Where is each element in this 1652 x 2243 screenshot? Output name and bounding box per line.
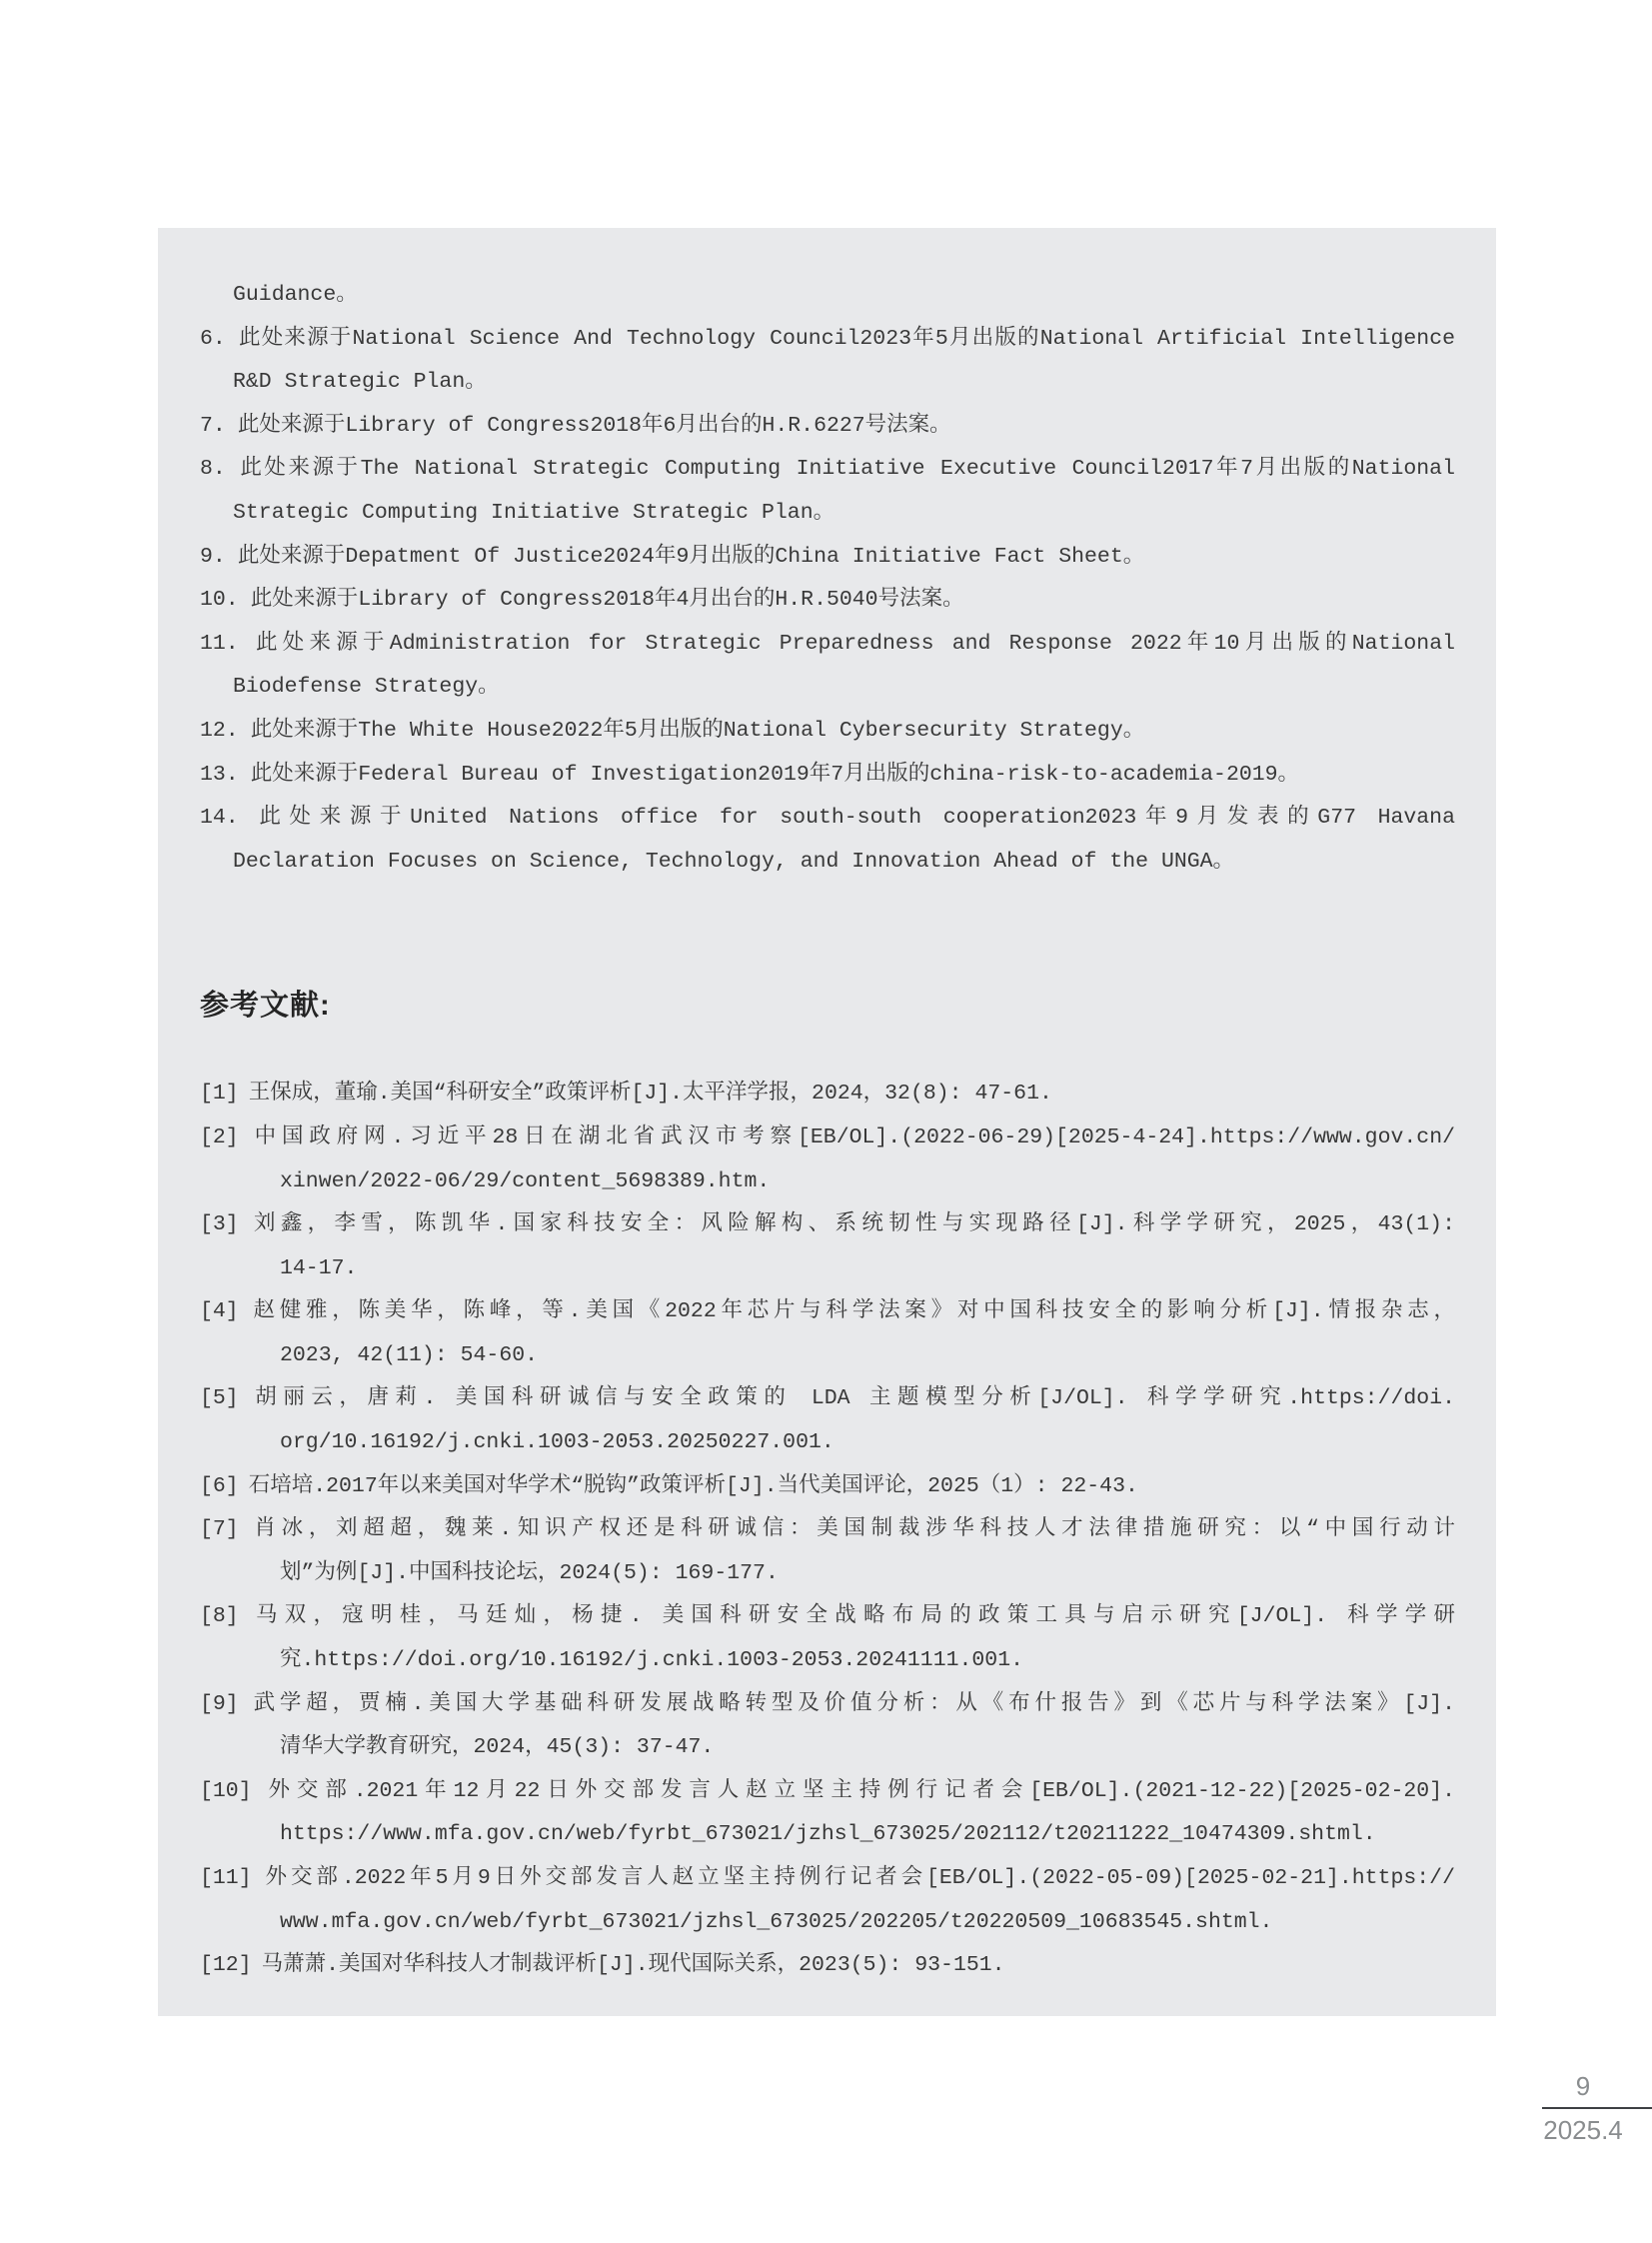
reference-line-text: 外交部.2021年12月22日外交部发言人赵立坚主持例行记者会[EB/OL].(2021-12-22)[2025-02-20]. [261, 1778, 1455, 1803]
reference-line [200, 1421, 1455, 1465]
reference-number: [4] [200, 1299, 239, 1324]
footnote-line-text: 此处来源于National Science And Technology Council2023年5月出版的National Artificial Intelligence [237, 326, 1455, 351]
reference-line [200, 1160, 1455, 1204]
footnote-item [200, 318, 1455, 405]
footnote-line [200, 274, 1455, 318]
footnote-line-text: 此处来源于The National Strategic Computing Initiative Executive Council2017年7月出版的National [237, 457, 1455, 482]
reference-line-text: xinwen/2022-06/29/content_5698389.htm. [280, 1168, 771, 1193]
issue-date: 2025.4 [1543, 2115, 1623, 2145]
reference-line [200, 1117, 1455, 1160]
reference-line-text: 胡丽云，唐莉. 美国科研诚信与安全政策的 LDA 主题模型分析[J/OL]. 科学学研究.https://doi. [248, 1386, 1455, 1411]
reference-item [200, 1465, 1455, 1509]
footnote-line [200, 492, 1455, 536]
reference-item [200, 1683, 1455, 1770]
page-number: 9 [1575, 2071, 1591, 2101]
reference-line [200, 1901, 1455, 1945]
reference-number: [12] [200, 1953, 252, 1978]
reference-line [200, 1813, 1455, 1857]
reference-number: [11] [200, 1866, 252, 1890]
reference-number: [5] [200, 1386, 239, 1411]
reference-line-text: 清华大学教育研究，2024，45(3): 37-47. [280, 1735, 715, 1760]
reference-item [200, 1377, 1455, 1464]
reference-line-text: 14-17. [280, 1255, 358, 1280]
footnote-item [200, 405, 1455, 449]
reference-line-text: https://www.mfa.gov.cn/web/fyrbt_673021/jzhsl_673025/202112/t20211222_10474309.shtml. [280, 1822, 1376, 1847]
reference-line-text: 究.https://doi.org/10.16192/j.cnki.1003-2053.20241111.001. [280, 1648, 1024, 1673]
footnote-line-text: 此处来源于Federal Bureau of Investigation2019年7月出版的china-risk-to-academia-2019。 [250, 762, 1300, 787]
page-content [200, 274, 1455, 1988]
reference-number: [6] [200, 1473, 239, 1498]
footnote-item [200, 579, 1455, 623]
reference-line-text: 武学超，贾楠.美国大学基础科研发展战略转型及价值分析：从《布什报告》到《芯片与科学法案》[J]. [248, 1691, 1455, 1716]
footnote-line-text: R&D Strategic Plan。 [233, 370, 487, 395]
footnote-item [200, 536, 1455, 580]
reference-line [200, 1508, 1455, 1552]
reference-item [200, 1595, 1455, 1682]
footnote-number: 9. [200, 544, 226, 569]
reference-line [200, 1247, 1455, 1291]
footnote-number: 13. [200, 762, 239, 787]
footnote-number: 12. [200, 718, 239, 743]
footnote-line-text: 此处来源于Administration for Strategic Preparedness and Response 2022年10月出版的National [250, 631, 1455, 656]
reference-item [200, 1944, 1455, 1988]
footnote-line-text: Declaration Focuses on Science, Technology, and Innovation Ahead of the UNGA。 [233, 849, 1235, 874]
references-heading: 参考文献: [200, 990, 331, 1023]
footnote-item [200, 797, 1455, 884]
reference-line-text: 2023, 42(11): 54-60. [280, 1342, 539, 1367]
footnote-number: 10. [200, 588, 239, 613]
footnote-line [200, 448, 1455, 492]
reference-item [200, 1117, 1455, 1203]
footnote-item [200, 623, 1455, 710]
reference-line-text: 王保成，董瑜.美国“科研安全”政策评析[J].太平洋学报，2024，32(8): 47-61. [248, 1082, 1052, 1107]
reference-line-text: 赵健雅，陈美华，陈峰，等.美国《2022年芯片与科学法案》对中国科技安全的影响分析[J].情报杂志， [248, 1299, 1455, 1324]
reference-line [200, 1944, 1455, 1988]
reference-line-text: 刘鑫，李雪，陈凯华.国家科技安全：风险解构、系统韧性与实现路径[J].科学学研究，2025，43(1): [248, 1212, 1455, 1237]
reference-line-text: 肖冰，刘超超，魏莱.知识产权还是科研诚信：美国制裁涉华科技人才法律措施研究：以“中国行动计 [248, 1517, 1455, 1542]
reference-line [200, 1334, 1455, 1378]
reference-number: [10] [200, 1778, 252, 1803]
reference-item [200, 1073, 1455, 1117]
footnote-line-text: 此处来源于Library of Congress2018年6月出台的H.R.6227号法案。 [237, 413, 951, 438]
footnote-line-text: 此处来源于United Nations office for south-south cooperation2023年9月发表的G77 Havana [250, 806, 1455, 831]
footer-rule [1542, 2107, 1652, 2109]
footnote-number: 7. [200, 413, 226, 438]
reference-item [200, 1203, 1455, 1290]
reference-number: [8] [200, 1604, 239, 1629]
reference-line [200, 1552, 1455, 1596]
footnote-line [200, 623, 1455, 667]
reference-number: [3] [200, 1212, 239, 1237]
footnote-line [200, 841, 1455, 885]
reference-item [200, 1508, 1455, 1595]
footnote-line-text: Strategic Computing Initiative Strategic Plan。 [233, 500, 835, 525]
footnote-line [200, 710, 1455, 754]
footnote-line-text: Guidance。 [233, 283, 358, 307]
reference-line-text: 中国政府网.习近平28日在湖北省武汉市考察[EB/OL].(2022-06-29)[2025-4-24].https://www.gov.cn/ [248, 1124, 1455, 1149]
footnote-line-text: 此处来源于Library of Congress2018年4月出台的H.R.5040号法案。 [250, 588, 964, 613]
reference-number: [7] [200, 1517, 239, 1542]
reference-line [200, 1857, 1455, 1901]
footnote-line [200, 579, 1455, 623]
reference-line-text: 划”为例[J].中国科技论坛，2024(5): 169-177. [280, 1560, 779, 1585]
footnote-line [200, 405, 1455, 449]
footnote-line-text: Biodefense Strategy。 [233, 675, 500, 700]
reference-line-text: 石培培.2017年以来美国对华学术“脱钩”政策评析[J].当代美国评论，2025（1）: 22-43. [248, 1473, 1138, 1498]
reference-line-text: 马萧萧.美国对华科技人才制裁评析[J].现代国际关系，2023(5): 93-151. [261, 1953, 1005, 1978]
reference-line [200, 1290, 1455, 1334]
reference-line [200, 1595, 1455, 1639]
reference-line-text: 外交部.2022年5月9日外交部发言人赵立坚主持例行记者会[EB/OL].(2022-05-09)[2025-02-21].https:// [261, 1866, 1455, 1890]
reference-item [200, 1770, 1455, 1857]
reference-number: [2] [200, 1124, 239, 1149]
reference-line [200, 1465, 1455, 1509]
reference-line-text: org/10.16192/j.cnki.1003-2053.20250227.001. [280, 1430, 834, 1455]
reference-line [200, 1203, 1455, 1247]
footnote-number: 6. [200, 326, 226, 351]
reference-number: [1] [200, 1082, 239, 1107]
footnote-number: 14. [200, 806, 239, 831]
footnote-line [200, 361, 1455, 405]
reference-line [200, 1073, 1455, 1117]
reference-line [200, 1639, 1455, 1683]
reference-line [200, 1726, 1455, 1770]
footnote-number: 8. [200, 457, 226, 482]
footnote-number: 11. [200, 631, 239, 656]
footnote-line-text: 此处来源于The White House2022年5月出版的National Cybersecurity Strategy。 [250, 718, 1145, 743]
reference-item [200, 1857, 1455, 1944]
reference-number: [9] [200, 1691, 239, 1716]
footnote-line-text: 此处来源于Depatment Of Justice2024年9月出版的China Initiative Fact Sheet。 [237, 544, 1145, 569]
footnote-line [200, 666, 1455, 710]
footnotes-section [200, 274, 1455, 884]
references-section [200, 1073, 1455, 1987]
reference-line [200, 1770, 1455, 1814]
footnote-line [200, 797, 1455, 841]
footnote-line [200, 536, 1455, 580]
footnote-item [200, 754, 1455, 798]
footnote-item [200, 274, 1455, 318]
reference-line-text: www.mfa.gov.cn/web/fyrbt_673021/jzhsl_673025/202205/t20220509_10683545.shtml. [280, 1909, 1273, 1934]
footnote-item [200, 710, 1455, 754]
reference-line-text: 马双，寇明桂，马廷灿，杨捷. 美国科研安全战略布局的政策工具与启示研究[J/OL]. 科学学研 [248, 1604, 1455, 1629]
footnote-line [200, 318, 1455, 362]
reference-item [200, 1290, 1455, 1377]
footnote-item [200, 448, 1455, 535]
reference-line [200, 1377, 1455, 1421]
reference-line [200, 1683, 1455, 1727]
footnote-line [200, 754, 1455, 798]
